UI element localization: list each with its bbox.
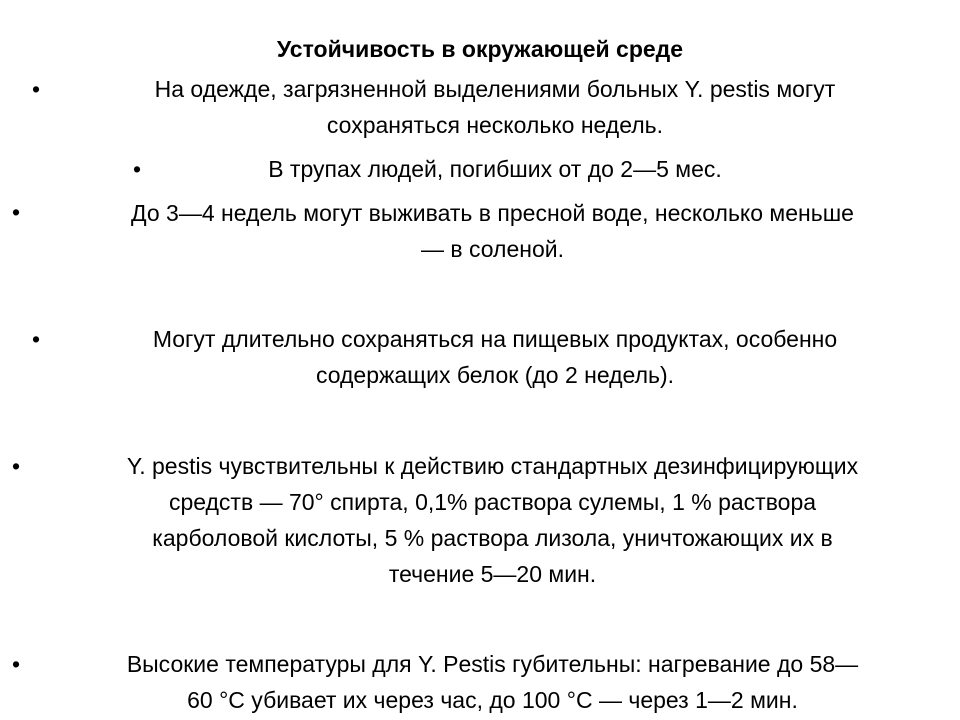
item-line: содержащих белок (до 2 недель). — [315, 362, 675, 388]
item-line: В трупах людей, погибших от до 2—5 мес. — [268, 156, 722, 182]
bullet-marker: • — [12, 453, 21, 479]
bullet-item-food — [55, 321, 935, 393]
item-line: средств — 70° спирта, 0,1% раствора сулемы, 1 % раствора — [168, 489, 817, 515]
item-line: До 3—4 недель могут выживать в пресной воде, несколько меньше — [131, 200, 854, 226]
item-line: Y. pestis чувствительны к действию стандартных дезинфицирующих — [126, 453, 859, 479]
item-line: сохраняться несколько недель. — [326, 112, 664, 138]
bullet-item-corpses — [155, 151, 835, 187]
item-line: Высокие температуры для Y. Pestis губительны: нагревание до 58— — [126, 651, 859, 677]
item-line: На одежде, загрязненной выделениями больных Y. pestis могут — [154, 76, 836, 102]
item-line: — в соленой. — [421, 236, 564, 262]
slide-title: Устойчивость в окружающей среде — [276, 36, 684, 62]
item-line: течение 5—20 мин. — [388, 561, 597, 587]
bullet-marker: • — [32, 326, 41, 352]
item-line: Могут длительно сохраняться на пищевых продуктах, особенно — [152, 326, 838, 352]
bullet-item-water — [30, 195, 955, 267]
bullet-marker: • — [32, 76, 41, 102]
bullet-marker: • — [133, 156, 142, 182]
bullet-marker: • — [12, 199, 21, 225]
bullet-item-clothing — [55, 71, 935, 143]
item-line: карболовой кислоты, 5 % раствора лизола, уничтожающих их в — [152, 525, 833, 551]
bullet-marker: • — [12, 651, 21, 677]
bullet-item-temperature — [30, 646, 955, 718]
bullet-item-disinfectants — [30, 448, 955, 592]
item-line: 60 °С убивает их через час, до 100 °С — через 1—2 мин. — [187, 687, 798, 713]
